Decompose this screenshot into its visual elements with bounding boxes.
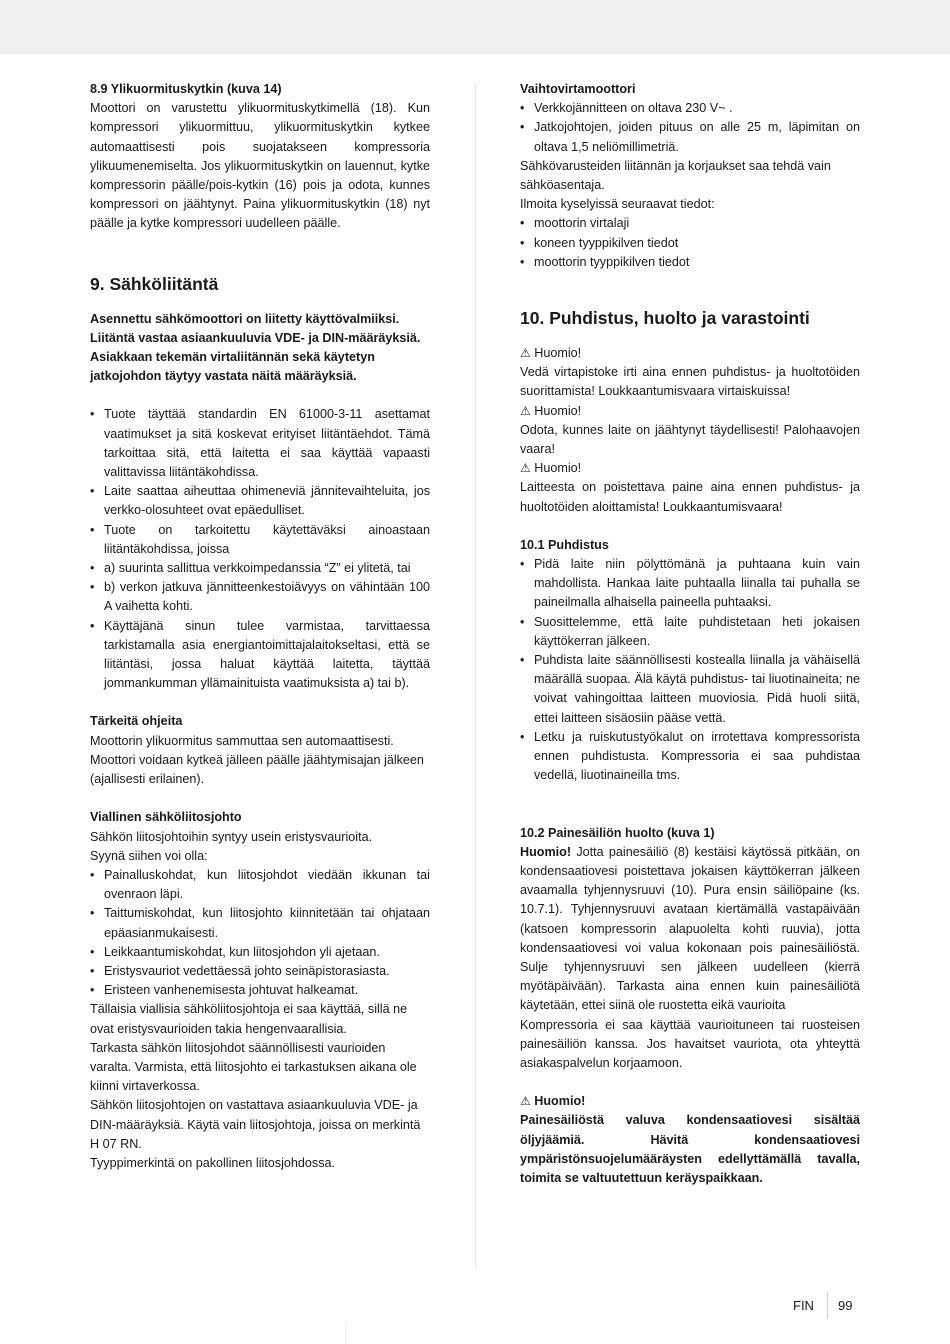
faulty-cable-paragraph-2: Tarkasta sähkön liitosjohdot säännöllisesti vaurioiden varalta. Varmista, että liitosjohto ei tarkastuksen aikana ole kiinni virtaverkossa. bbox=[90, 1040, 417, 1094]
list-item: • Taittumiskohdat, kun liitosjohto kiinnitetään tai ohjataan epäasianmukaisesti. bbox=[90, 904, 430, 942]
list-item: • Pidä laite niin pölyttömänä ja puhtaana kuin vain mahdollista. Hankaa laite puhtaalla liinalla tai puhalla se paineilmalla alhaisella paineella puhtaaksi. bbox=[520, 555, 860, 613]
warning-2-text: Odota, kunnes laite on jäähtynyt täydellisesti! Palohaavojen vaara! bbox=[520, 422, 860, 457]
section-10-heading: 10. Puhdistus, huolto ja varastointi bbox=[520, 308, 810, 329]
list-item: • Painalluskohdat, kun liitosjohdot viedään ikkunan tai ovenraon läpi. bbox=[90, 866, 430, 904]
section-10-1-bullet-list bbox=[520, 555, 860, 785]
ac-motor-paragraph-1: Sähkövarusteiden liitännän ja korjaukset saa tehdä vain sähköasentaja. bbox=[520, 158, 831, 193]
warning-label-2 bbox=[520, 402, 860, 421]
bottom-mark bbox=[345, 1322, 346, 1344]
faulty-cable-intro-2: Syynä siihen voi olla: bbox=[90, 848, 208, 863]
important-notes-title: Tärkeitä ohjeita bbox=[90, 714, 183, 729]
list-item: • b) verkon jatkuva jännitteenkestoiävyys on vähintään 100 A vaihetta kohti. bbox=[90, 578, 430, 616]
warning-icon: ⚠ bbox=[520, 403, 531, 418]
list-item: • Jatkojohtojen, joiden pituus on alle 25 m, läpimitan on oltava 1,5 neliömillimetriä. bbox=[520, 118, 860, 156]
section-10-2-paragraph-2: Kompressoria ei saa käyttää vaurioituneen tai ruosteisen painesäiliön kanssa. Jos havaitset vauriota, ota yhteyttä asiakaspalvelun korjaamoon. bbox=[520, 1017, 860, 1070]
final-warning-label bbox=[520, 1092, 860, 1111]
list-item: • Puhdista laite säännöllisesti kostealla liinalla ja vähäisellä määrällä suopaa. Älä käytä puhdistus- tai liuotinaineita; ne voivat vahingoittaa laitteen muoviosia. Pidä huoli siitä, ettei laitteen sisäosiin pääse vettä. bbox=[520, 651, 860, 728]
page-number: 99 bbox=[838, 1298, 853, 1313]
footer-divider bbox=[827, 1292, 828, 1319]
section-8-9-text: Moottori on varustettu ylikuormituskytkimellä (18). Kun kompressori ylikuormittuu, ylikuormituskytkin kytkee automaattisesti pois suojatakseen kompressoria ylikuumenemiselta. Jos ylikuormituskytkin on lauennut, kytke kompressorin päälle/pois-kytkin (16) pois ja odota, kunnes kompressori on jäähtynyt. Paina ylikuormituskytkin (18) nyt päälle ja kytke kompressori uudelleen päälle. bbox=[90, 101, 430, 231]
section-10-2-title: 10.2 Painesäiliön huolto (kuva 1) bbox=[520, 825, 715, 840]
list-item: • Letku ja ruiskutustyökalut on irrotettava kompressorista ennen puhdistusta. Kompressoria ei saa puhdistaa vedellä, liuotinaineilla tms. bbox=[520, 728, 860, 786]
footer-language: FIN bbox=[793, 1298, 814, 1313]
ac-motor-paragraph-2: Ilmoita kyselyissä seuraavat tiedot: bbox=[520, 197, 715, 212]
ac-motor-info-list bbox=[520, 214, 860, 272]
warning-icon: ⚠ bbox=[520, 346, 531, 361]
section-8-9-title: 8.9 Ylikuormituskytkin (kuva 14) bbox=[90, 82, 282, 96]
important-notes-text: Moottorin ylikuormitus sammuttaa sen automaattisesti. Moottori voidaan kytkeä jälleen päälle jäähtymisajan jälkeen (ajallisesti erilainen). bbox=[90, 733, 424, 787]
left-column bbox=[90, 80, 430, 1173]
warning-1-text: Vedä virtapistoke irti aina ennen puhdistus- ja huoltotöiden suorittamista! Loukkaantumisvaara virtaiskuissa! bbox=[520, 365, 860, 399]
faulty-cable-paragraph-4: Tyyppimerkintä on pakollinen liitosjohdossa. bbox=[90, 1155, 336, 1170]
section-10-1-title: 10.1 Puhdistus bbox=[520, 537, 609, 552]
list-item: • Eristysvauriot vedettäessä johto seinäpistorasiasta. bbox=[90, 962, 430, 981]
list-item: • moottorin tyyppikilven tiedot bbox=[520, 253, 860, 272]
warning-label-1 bbox=[520, 344, 860, 363]
list-item: • Laite saattaa aiheuttaa ohimeneviä jännitevaihteluita, jos verkko-olosuhteet ovat epäedulliset. bbox=[90, 482, 430, 520]
ac-motor-bullet-list bbox=[520, 99, 860, 157]
list-item: • a) suurinta sallittua verkkoimpedanssia “Z” ei ylitetä, tai bbox=[90, 559, 430, 578]
final-warning-text: Painesäiliöstä valuva kondensaatiovesi sisältää öljyjäämiä. Hävitä kondensaatiovesi ympäristönsuojelumääräysten edellyttämällä tavalla, toimita se valtuutettuun keräyspaikkaan. bbox=[520, 1113, 860, 1185]
list-item: • Eristeen vanhenemisesta johtuvat halkeamat. bbox=[90, 981, 430, 1000]
warning-label-3 bbox=[520, 459, 860, 478]
ac-motor-title: Vaihtovirtamoottori bbox=[520, 82, 636, 96]
section-10-2-lead: Huomio! bbox=[520, 844, 572, 859]
list-item: • Tuote täyttää standardin EN 61000-3-11 asettamat vaatimukset ja sitä koskevat erityiset liitäntäehdot. Tämä tarkoittaa sitä, että laitetta ei saa käyttää vapaasti valittavissa liitäntäkohdissa. bbox=[90, 405, 430, 482]
list-item: • Verkkojännitteen on oltava 230 V~ . bbox=[520, 99, 860, 118]
warning-text: Huomio! bbox=[534, 346, 582, 361]
section-9-intro: Asennettu sähkömoottori on liitetty käyttövalmiiksi. Liitäntä vastaa asiaankuuluvia VDE- ja DIN-määräyksiä. Asiakkaan tekemän virtaliitännän sekä käytetyn jatkojohdon täytyy vastata näitä määräyksiä. bbox=[90, 311, 421, 384]
section-9-bullet-list bbox=[90, 405, 430, 693]
faulty-cable-title: Viallinen sähköliitosjohto bbox=[90, 810, 242, 825]
faulty-cable-bullet-list bbox=[90, 866, 430, 1000]
faulty-cable-paragraph-1: Tällaisia viallisia sähköliitosjohtoja ei saa käyttää, sillä ne ovat eristysvaurioiden takia hengenvaarallisia. bbox=[90, 1002, 408, 1036]
warning-icon: ⚠ bbox=[520, 1094, 531, 1109]
list-item: • Käyttäjänä sinun tulee varmistaa, tarvittaessa tarkistamalla asia energiantoimittajalaitokseltasi, että se liitäntäsi, jossa haluat käyttää laitetta, täyttää jommankumman yllämainituista vaatimuksista a) tai b). bbox=[90, 617, 430, 694]
warning-text: Huomio! bbox=[534, 461, 582, 476]
faulty-cable-intro-1: Sähkön liitosjohtoihin syntyy usein eristysvaurioita. bbox=[90, 829, 373, 844]
section-10-2-body: Jotta painesäiliö (8) kestäisi käytössä pitkään, on kondensaatiovesi poistettava jokaisen käyttökerran jälkeen avaamalla tyhjennysruuvi (10). Pura ensin säiliöpaine (ks. 10.7.1). Tyhjennysruuvi avataan kiertämällä vastapäivään (katsoen kompressorin alapuolelta kohti ruuvia), jotta kondensaatiovesi voi valua kokonaan pois painesäiliöstä. Sulje tyhjennysruuvi sen jälkeen uudelleen (kierrä myötäpäivään). Tarkasta aina ennen kuin painesäiliötä käytetään, ettei siinä ole ruostetta eikä vaurioita bbox=[520, 844, 860, 1013]
top-bar bbox=[0, 0, 950, 54]
warning-icon: ⚠ bbox=[520, 461, 531, 476]
faulty-cable-paragraph-3: Sähkön liitosjohtojen on vastattava asiaankuuluvia VDE- ja DIN-määräyksiä. Käytä vain liitosjohtoja, joissa on merkintä H 07 RN. bbox=[90, 1098, 421, 1151]
warning-text: Huomio! bbox=[534, 403, 582, 418]
warning-3-text: Laitteesta on poistettava paine aina ennen puhdistus- ja huoltotöiden aloittamista! Loukkaantumisvaara! bbox=[520, 480, 860, 514]
right-column bbox=[520, 80, 860, 1188]
section-10-2-text bbox=[520, 843, 860, 1016]
warning-text: Huomio! bbox=[534, 1094, 586, 1109]
list-item: • koneen tyyppikilven tiedot bbox=[520, 234, 860, 253]
section-9-heading: 9. Sähköliitäntä bbox=[90, 273, 219, 294]
list-item: • Suosittelemme, että laite puhdistetaan heti jokaisen käyttökerran jälkeen. bbox=[520, 613, 860, 651]
list-item: • moottorin virtalaji bbox=[520, 214, 860, 233]
list-item: • Leikkaantumiskohdat, kun liitosjohdon yli ajetaan. bbox=[90, 943, 430, 962]
column-divider bbox=[475, 82, 476, 1267]
list-item: • Tuote on tarkoitettu käytettäväksi ainoastaan liitäntäkohdissa, joissa bbox=[90, 521, 430, 559]
